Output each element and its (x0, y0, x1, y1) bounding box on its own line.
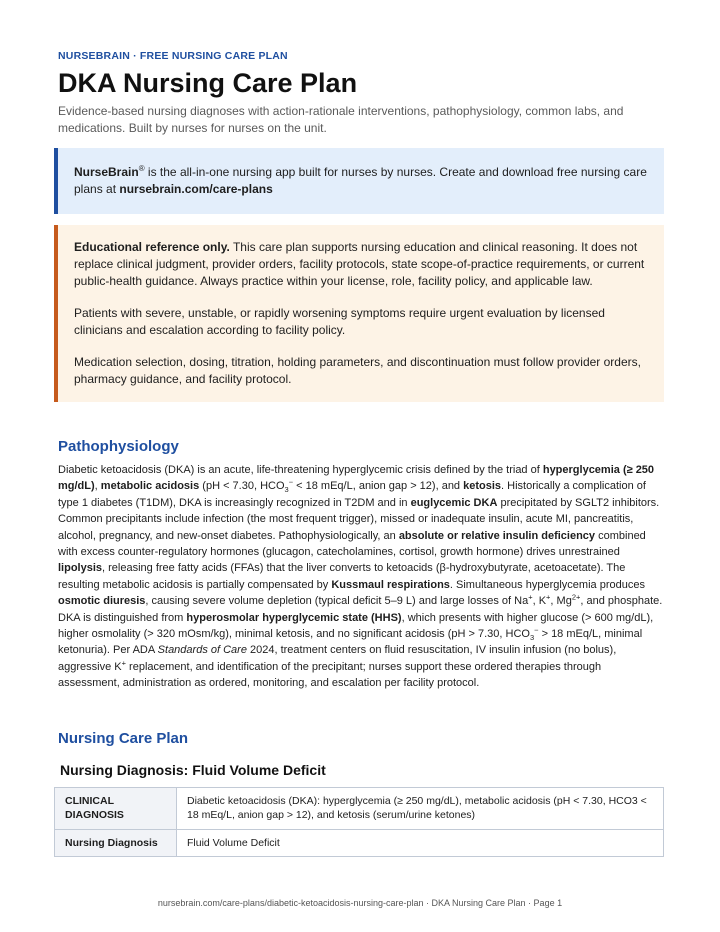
patho-text: (pH < 7.30, HCO (199, 480, 285, 493)
row-value: Diabetic ketoacidosis (DKA): hyperglycemia (≥ 250 mg/dL), metabolic acidosis (pH < 7.30, HCO3 < 18 mEq/L, anion gap > 12), and ketosis (serum/urine ketones) (177, 787, 664, 829)
patho-subscript: 3 (284, 485, 289, 495)
disclaimer-callout (54, 225, 664, 402)
patho-bold: absolute or relative insulin deficiency (398, 529, 596, 542)
page-footer: nursebrain.com/care-plans/diabetic-ketoacidosis-nursing-care-plan · DKA Nursing Care Plan · Page 1 (157, 898, 563, 908)
patho-text: . Simultaneous hyperglycemia produces (449, 578, 645, 591)
patho-bold: lipolysis (58, 562, 103, 575)
row-value: Fluid Volume Deficit (177, 829, 664, 857)
pathophysiology-heading: Pathophysiology (58, 438, 179, 455)
patho-bold: hyperglycemia (≥ 250 mg/dL) (58, 464, 655, 493)
page-kicker: NURSEBRAIN · FREE NURSING CARE PLAN (58, 50, 288, 62)
care-plan-heading: Nursing Care Plan (58, 729, 189, 747)
table-row (55, 829, 664, 857)
patho-text: , K (532, 595, 547, 608)
care-plan-page (58, 50, 664, 857)
patho-superscript: − (288, 477, 294, 487)
patho-text: 2024, treatment centers on fluid resuscitation, IV insulin infusion (no bolus), aggressive K (58, 644, 617, 673)
table-row (55, 787, 664, 829)
page-subtitle: Evidence-based nursing diagnoses with action-rationale interventions, pathophysiology, common labs, and medications. Built by nurses for nurses on the unit. (58, 104, 624, 135)
pathophysiology-text (58, 462, 664, 692)
patho-text: , causing severe volume depletion (typical deficit 5–9 L) and large losses of Na (145, 595, 529, 608)
patho-text: , Mg (550, 595, 572, 608)
patho-italic: Standards of Care (157, 644, 247, 657)
patho-text: < 18 mEq/L, anion gap > 12), and (293, 480, 464, 493)
diagnosis-heading: Nursing Diagnosis: Fluid Volume Deficit (60, 761, 326, 778)
patho-text: combined with excess counter-regulatory hormones (glucagon, catecholamines, cortisol, growth hormone) drives unrestrained (58, 529, 646, 559)
patho-superscript: + (528, 592, 533, 602)
patho-text: Diabetic ketoacidosis (DKA) is an acute, life-threatening hyperglycemic crisis defined by the triad of (58, 464, 543, 476)
patho-bold: metabolic acidosis (100, 480, 200, 493)
patho-superscript: 2+ (571, 592, 581, 602)
patho-bold: ketosis (463, 480, 502, 493)
registered-mark: ® (138, 164, 145, 173)
promo-text: is the all-in-one nursing app built for nurses by nurses. Create and download free nursing care plans at (74, 165, 647, 196)
patho-text: > 18 mEq/L, minimal ketonuria). Per ADA (58, 628, 643, 657)
patho-text: , (94, 480, 101, 493)
patho-text: replacement, and identification of the precipitant; nurses support these ordered therapies through assessment, administration as ordered, monitoring, and escalation per facility protocol. (58, 660, 602, 690)
diagnosis-table (54, 787, 664, 858)
disclaimer-text-1: This care plan supports nursing education and clinical reasoning. It does not replace clinical judgment, provider orders, facility protocols, state scope-of-practice requirements, or current public-health guidance. Always practice within your license, role, facility policy, and applicable law. (74, 240, 645, 288)
row-label: Nursing Diagnosis (55, 829, 177, 857)
promo-link[interactable]: nursebrain.com/care-plans (119, 182, 273, 196)
patho-superscript: + (121, 658, 126, 668)
brand-name: NurseBrain (74, 165, 139, 179)
patho-text: , releasing free fatty acids (FFAs) that the liver converts to ketoacids (β-hydroxybutyrate, acetoacetate). The resulting metabolic acidosis is partially compensated by (58, 562, 626, 591)
patho-bold: osmotic diuresis (58, 595, 146, 608)
disclaimer-paragraph-2: Patients with severe, unstable, or rapidly worsening symptoms require urgent evaluation by licensed clinicians and escalation according to facility policy. (74, 306, 605, 337)
disclaimer-paragraph-3: Medication selection, dosing, titration, holding parameters, and discontinuation must follow provider orders, pharmacy guidance, and facility protocol. (74, 355, 641, 386)
patho-subscript: 3 (529, 633, 535, 643)
patho-bold: hyperosmolar hyperglycemic state (HHS) (186, 611, 402, 624)
row-label: CLINICAL DIAGNOSIS (55, 787, 177, 829)
patho-bold: Kussmaul respirations (331, 578, 450, 591)
promo-callout (54, 148, 664, 214)
patho-text: . Historically a complication of type 1 diabetes (T1DM), DKA is increasingly recognized in T2DM and in (58, 480, 646, 509)
disclaimer-lead: Educational reference only. (74, 240, 230, 254)
page-title: DKA Nursing Care Plan (58, 68, 358, 98)
patho-text: precipitated by SGLT2 inhibitors. Common precipitants include infection (the most frequent trigger), missed or inadequate insulin, acute MI, pancreatitis, alcohol, pregnancy, and new-onset diabetes. Pathophysiologically, an (58, 496, 660, 542)
patho-text: , and phosphate. DKA is distinguished from (58, 595, 663, 624)
patho-bold: euglycemic DKA (410, 496, 498, 509)
disclaimer-paragraph-1 (74, 239, 650, 290)
patho-text: , which presents with higher glucose (> 600 mg/dL), higher osmolality (> 320 mOsm/kg), minimal ketosis, and no significant acidosis (pH > 7.30, HCO (58, 611, 654, 641)
patho-superscript: − (534, 625, 539, 635)
patho-superscript: + (546, 592, 551, 602)
